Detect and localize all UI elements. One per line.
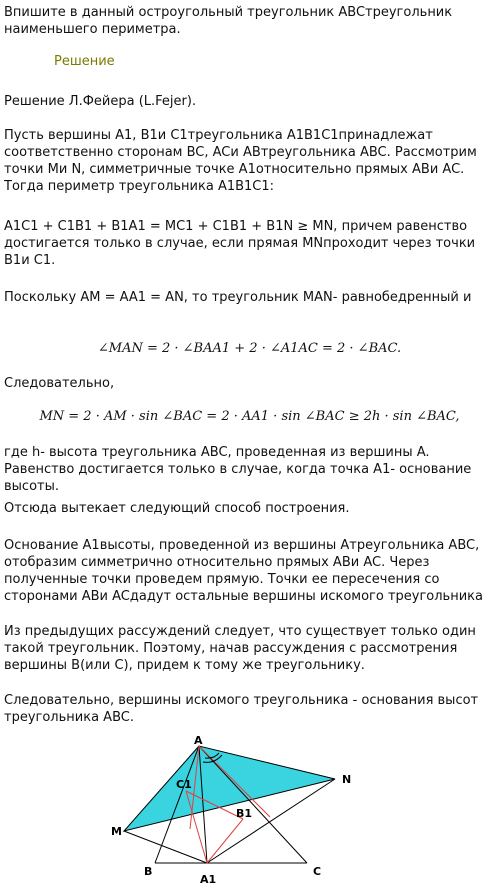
para-therefore: Следовательно, <box>4 376 115 391</box>
para-isosceles: Поскольку AM = AA1 = AN, то треугольник MAN- равнобедренный и <box>4 290 472 305</box>
label-a1: A1 <box>200 873 217 886</box>
triangle-man-fill <box>124 746 335 831</box>
para-construction: Основание A1высоты, проведенной из вершины Aтреугольника ABC, отобразим симметрично относительно прямых ABи AC. Через полученные точки проведем прямую. Точки ее пересечения со сторонами ABи ACдадут остальные вершины искомого треугольника <box>4 538 483 604</box>
label-m: M <box>111 825 122 838</box>
para-setup: Пусть вершины A1, B1и C1треугольника A1B1C1принадлежат соответственно сторонам BC, ACи ABтреугольника ABC. Рассмотрим точки Mи N, симметричные точке A1относительно прямых ABи AC. Тогда периметр треугольника A1B1C1: <box>4 128 477 194</box>
label-a: A <box>194 734 203 747</box>
label-b: B <box>144 865 153 878</box>
para-construction-intro: Отсюда вытекает следующий способ построения. <box>4 501 350 516</box>
para-height: где h- высота треугольника ABC, проведенная из вершины A. Равенство достигается только в случае, когда точка A1- основание высоты. <box>4 445 472 494</box>
para-fejer: Решение Л.Фейера (L.Fejer). <box>4 94 197 109</box>
formula-mn: MN = 2 · AM · sin ∠BAC = 2 · AA1 · sin ∠BAC ≥ 2h · sin ∠BAC, <box>39 409 460 424</box>
label-c1: C1 <box>176 778 192 791</box>
label-c: C <box>313 865 322 878</box>
para-conclusion: Следовательно, вершины искомого треугольника - основания высот треугольника ABC. <box>4 693 479 725</box>
problem-statement: Впишите в данный остроугольный треугольник ABCтреугольник наименьшего периметра. <box>4 5 453 37</box>
para-uniqueness: Из предыдущих рассуждений следует, что существует только один такой треугольник. Поэтому, начав рассуждения с рассмотрения вершины B(или C), придем к тому же треугольнику. <box>4 624 476 673</box>
triangle-figure <box>0 733 499 893</box>
formula-angle: ∠MAN = 2 · ∠BAA1 + 2 · ∠A1AC = 2 · ∠BAC. <box>97 341 402 356</box>
para-perimeter: A1C1 + C1B1 + B1A1 = MC1 + C1B1 + B1N ≥ MN, причем равенство достигается только в случае, если прямая MNпроходит через точки B1и C1. <box>4 219 476 268</box>
solution-link[interactable]: Решение <box>54 54 115 69</box>
label-n: N <box>342 773 352 786</box>
label-b1: B1 <box>236 807 253 820</box>
